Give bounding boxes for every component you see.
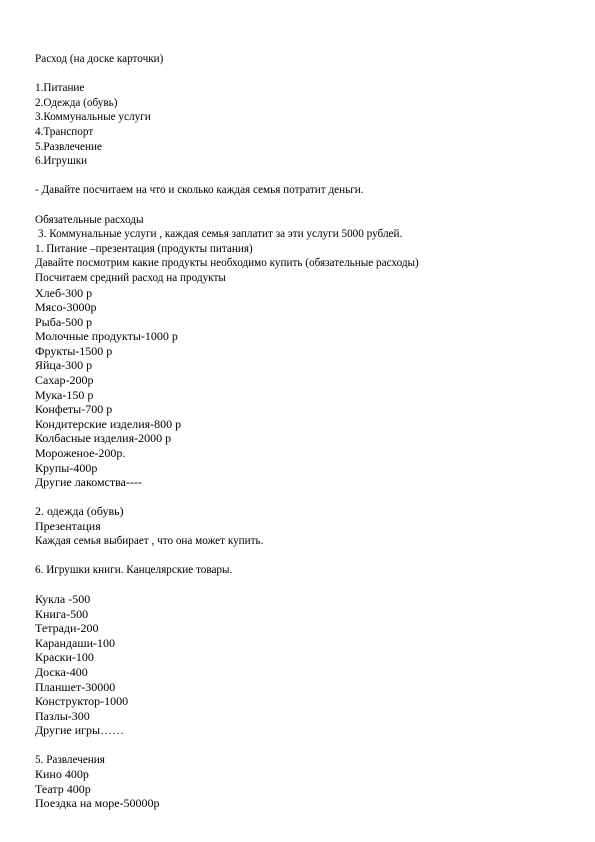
mandatory-heading: Обязательные расходы bbox=[35, 213, 144, 226]
clothes-text: Каждая семья выбирает , что она может купить. bbox=[35, 534, 264, 547]
food-item: Молочные продукты-1000 р bbox=[35, 329, 178, 344]
spacer bbox=[35, 577, 575, 592]
category-item: 1.Питание bbox=[35, 82, 85, 95]
category-item: 6.Игрушки bbox=[35, 155, 88, 168]
toy-item: Доска-400 bbox=[35, 664, 88, 679]
entertainment-item: Поездка на море-50000р bbox=[35, 796, 160, 811]
category-item: 3.Коммунальные услуги bbox=[35, 111, 151, 124]
category-item: 2.Одежда (обувь) bbox=[35, 96, 118, 109]
toy-item: Кукла -500 bbox=[35, 591, 91, 606]
clothes-text: Презентация bbox=[35, 519, 101, 533]
food-item: Конфеты-700 р bbox=[35, 402, 113, 417]
spacer bbox=[35, 738, 575, 753]
spacer bbox=[35, 198, 575, 213]
food-item: Мясо-3000р bbox=[35, 300, 97, 315]
toy-item: Конструктор-1000 bbox=[35, 694, 129, 709]
food-item: Крупы-400р bbox=[35, 460, 98, 475]
food-item: Мука-150 р bbox=[35, 387, 94, 402]
clothes-heading: 2. одежда (обувь) bbox=[35, 504, 124, 519]
category-item: 4.Транспорт bbox=[35, 125, 94, 138]
food-item: Колбасные изделия-2000 р bbox=[35, 431, 172, 446]
entertainment-heading: 5. Развлечения bbox=[35, 753, 105, 766]
entertainment-item: Кино 400р bbox=[35, 767, 89, 782]
food-item: Фрукты-1500 р bbox=[35, 343, 113, 358]
document-page bbox=[35, 52, 575, 811]
utilities-text: 3. Коммунальные услуги , каждая семья заплатит за эти услуги 5000 рублей. bbox=[38, 228, 403, 241]
spacer bbox=[35, 67, 575, 82]
food-text: Давайте посмотрим какие продукты необходимо купить (обязательные расходы) bbox=[35, 257, 419, 270]
category-item: 5.Развлечение bbox=[35, 140, 102, 153]
food-item: Хлеб-300 р bbox=[35, 285, 93, 300]
spacer bbox=[35, 490, 575, 505]
toy-item: Краски-100 bbox=[35, 650, 94, 665]
toy-item: Пазлы-300 bbox=[35, 708, 90, 723]
document-title: Расход (на доске карточки) bbox=[35, 53, 164, 65]
toy-item: Книга-500 bbox=[35, 606, 89, 621]
food-item: Мороженое-200р. bbox=[35, 446, 126, 461]
food-item: Яйца-300 р bbox=[35, 358, 93, 373]
toys-heading: 6. Игрушки книги. Канцелярские товары. bbox=[35, 563, 233, 576]
toy-item: Тетради-200 bbox=[35, 621, 99, 636]
food-item: Кондитерские изделия-800 р bbox=[35, 416, 182, 431]
food-item: Сахар-200р bbox=[35, 373, 94, 388]
food-item: Другие лакомства---- bbox=[35, 475, 142, 490]
toy-item: Планшет-30000 bbox=[35, 679, 116, 694]
food-heading: 1. Питание –презентация (продукты питания) bbox=[35, 242, 253, 255]
spacer bbox=[35, 548, 575, 563]
toy-item: Карандаши-100 bbox=[35, 635, 116, 650]
food-item: Рыба-500 р bbox=[35, 314, 93, 329]
intro-text: - Давайте посчитаем на что и сколько каждая семья потратит деньги. bbox=[35, 184, 364, 197]
spacer bbox=[35, 169, 575, 184]
toy-item: Другие игры…… bbox=[35, 723, 125, 738]
food-text: Посчитаем средний расход на продукты bbox=[35, 271, 226, 284]
entertainment-item: Театр 400р bbox=[35, 781, 91, 796]
